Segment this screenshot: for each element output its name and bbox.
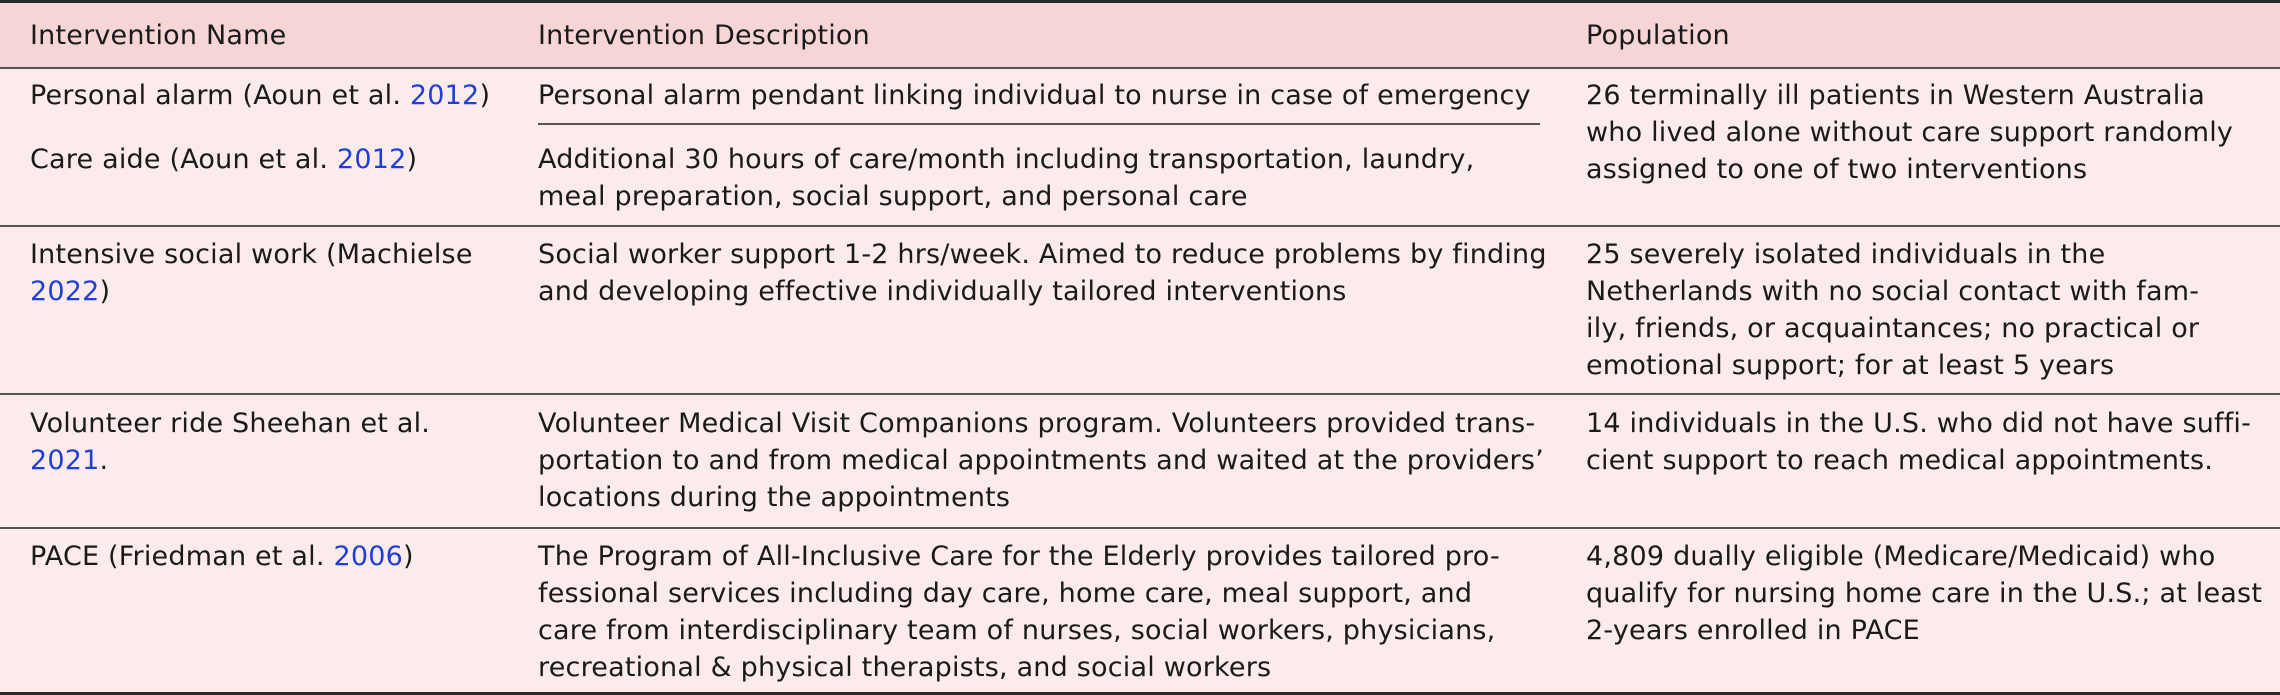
cell-population: 4,809 dually eligible (Medicare/Medicaid) who qualify for nursing home care in the U.S.; at least 2-years enrolled in PACE xyxy=(1586,541,2263,646)
citation-link[interactable]: 2006 xyxy=(333,541,403,572)
cell-description: The Program of All-Inclusive Care for the Elderly provides tailored pro- fessional services including day care, home care, meal support, and care from interdisciplinary team of nurses, social workers, physicians, recreational & physical therapists, and social workers xyxy=(538,541,1500,683)
citation-link[interactable]: 2022 xyxy=(30,276,100,307)
row-divider xyxy=(0,225,2280,227)
citation-link[interactable]: 2012 xyxy=(409,80,480,111)
column-header-description: Intervention Description xyxy=(538,20,870,51)
cell-description: Volunteer Medical Visit Companions program. Volunteers provided trans- portation to and from medical appointments and waited at the providers’ locations during the appointments xyxy=(538,408,1544,513)
cell-intervention-name: Volunteer ride Sheehan et al. 2021. xyxy=(30,408,431,476)
cell-population: 26 terminally ill patients in Western Australia who lived alone without care support randomly assigned to one of two interventions xyxy=(1586,80,2234,185)
column-header-name: Intervention Name xyxy=(30,20,287,51)
column-header-population: Population xyxy=(1586,20,1730,51)
citation-link[interactable]: 2012 xyxy=(336,144,407,175)
header-row xyxy=(0,0,2280,68)
cell-description: Additional 30 hours of care/month including transportation, laundry, meal preparation, social support, and personal care xyxy=(538,144,1475,212)
cell-intervention-name: Personal alarm (Aoun et al. 2012) xyxy=(30,80,491,111)
row-divider xyxy=(538,123,1540,125)
top-rule xyxy=(0,0,2280,3)
citation-link[interactable]: 2021 xyxy=(30,445,100,476)
row-divider xyxy=(0,393,2280,395)
header-rule xyxy=(0,67,2280,69)
row-divider xyxy=(0,527,2280,529)
cell-description: Social worker support 1-2 hrs/week. Aimed to reduce problems by finding and developing effective individually tailored interventions xyxy=(538,239,1547,307)
cell-population: 25 severely isolated individuals in the Netherlands with no social contact with fam- ily, friends, or acquaintances; no practical or emotional support; for at least 5 years xyxy=(1586,239,2200,381)
cell-intervention-name: PACE (Friedman et al. 2006) xyxy=(30,541,414,572)
cell-population: 14 individuals in the U.S. who did not have suffi- cient support to reach medical appointments. xyxy=(1586,408,2252,476)
cell-intervention-name: Care aide (Aoun et al. 2012) xyxy=(30,144,418,175)
cell-intervention-name: Intensive social work (Machielse 2022) xyxy=(30,239,473,307)
cell-description: Personal alarm pendant linking individual to nurse in case of emergency xyxy=(538,80,1531,111)
